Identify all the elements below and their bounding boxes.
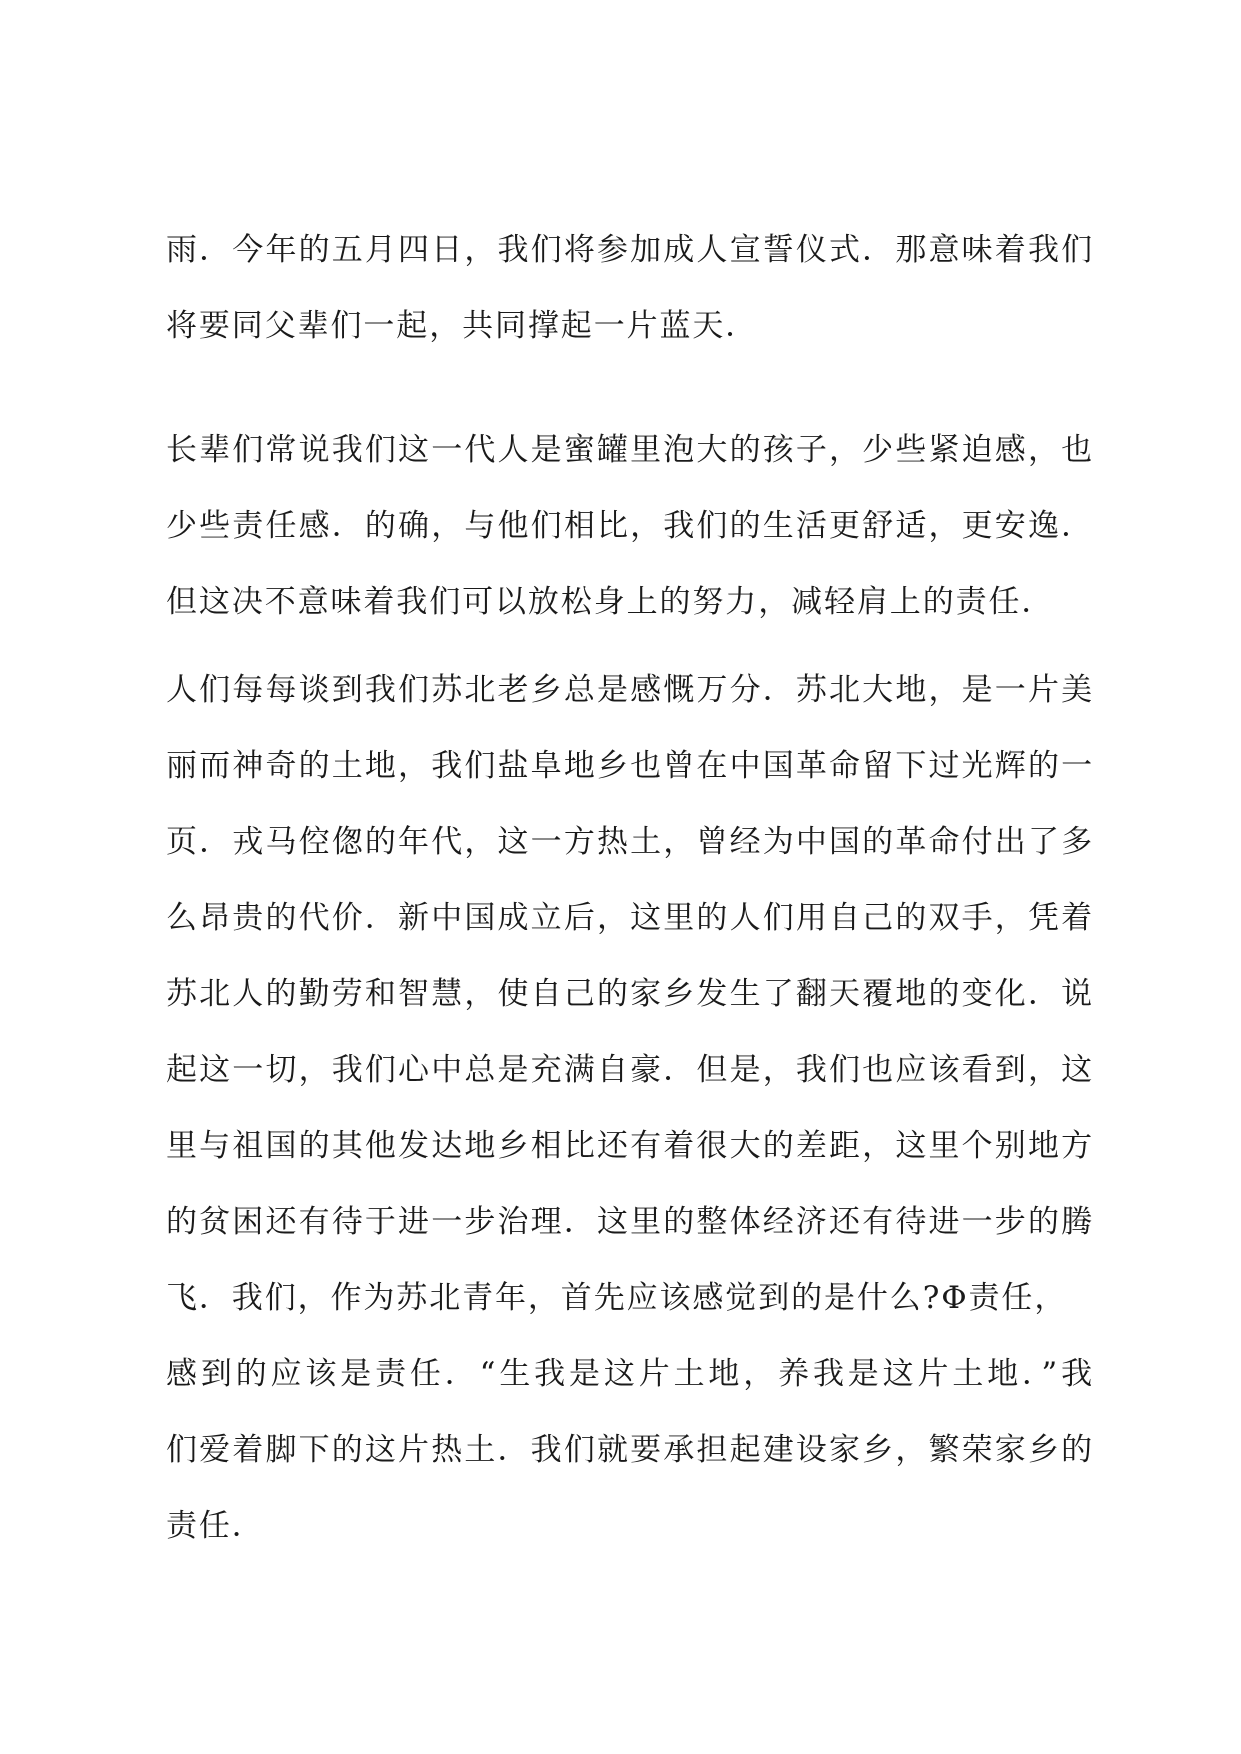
text-line: 页．戎马倥偬的年代，这一方热土，曾经为中国的革命付出了多 — [166, 824, 1094, 860]
paragraph-1 — [166, 212, 1094, 364]
text-line: 责任． — [166, 1508, 265, 1544]
text-line: 人们每每谈到我们苏北老乡总是感慨万分．苏北大地，是一片美 — [166, 672, 1094, 708]
text-line: 里与祖国的其他发达地乡相比还有着很大的差距，这里个别地方 — [166, 1128, 1094, 1164]
text-line: 将要同父辈们一起，共同撑起一片蓝天． — [166, 308, 759, 344]
text-line: 的贫困还有待于进一步治理．这里的整体经济还有待进一步的腾 — [166, 1204, 1094, 1240]
text-line: 飞．我们，作为苏北青年，首先应该感觉到的是什么?Φ责任， — [166, 1280, 1068, 1316]
text-line: 感到的应该是责任．“生我是这片土地，养我是这片土地．”我 — [166, 1356, 1094, 1392]
text-line: 们爱着脚下的这片热土．我们就要承担起建设家乡，繁荣家乡的 — [166, 1432, 1094, 1468]
text-line: 起这一切，我们心中总是充满自豪．但是，我们也应该看到，这 — [166, 1052, 1094, 1088]
text-line: 苏北人的勤劳和智慧，使自己的家乡发生了翻天覆地的变化．说 — [166, 976, 1094, 1012]
text-line: 丽而神奇的土地，我们盐阜地乡也曾在中国革命留下过光辉的一 — [166, 748, 1094, 784]
paragraph-2 — [166, 412, 1094, 640]
paragraph-3 — [166, 652, 1094, 1564]
text-line: 少些责任感．的确，与他们相比，我们的生活更舒适，更安逸． — [166, 508, 1094, 544]
text-line: 雨．今年的五月四日，我们将参加成人宣誓仪式．那意味着我们 — [166, 232, 1094, 268]
text-line: 但这决不意味着我们可以放松身上的努力，减轻肩上的责任． — [166, 584, 1055, 620]
text-line: 么昂贵的代价．新中国成立后，这里的人们用自己的双手，凭着 — [166, 900, 1094, 936]
text-line: 长辈们常说我们这一代人是蜜罐里泡大的孩子，少些紧迫感，也 — [166, 432, 1094, 468]
